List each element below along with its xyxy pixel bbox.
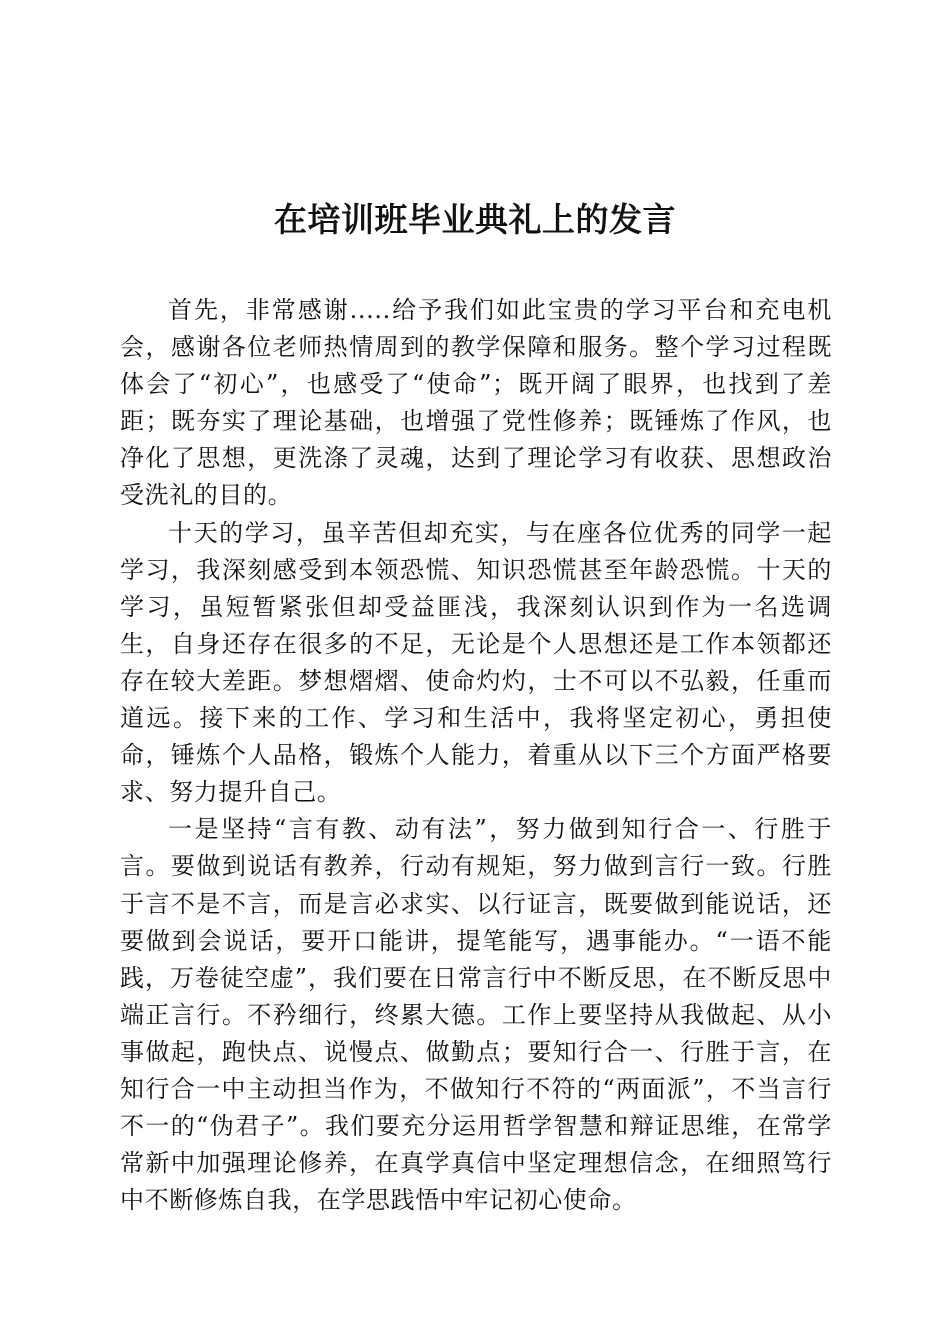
document-title: 在培训班毕业典礼上的发言 bbox=[274, 200, 676, 239]
paragraph-3: 一是坚持“言有教、动有法”，努力做到知行合一、行胜于言。要做到说话有教养，行动有规矩，努力做到言行一致。行胜于言不是不言，而是言必求实、以行证言，既要做到能说话，还要做到会说话，要开口能讲，提笔能写，遇事能办。“一语不能践，万卷徒空虚”，我们要在日常言行中不断反思，在不断反思中端正言行。不矜细行，终累大德。工作上要坚持从我做起、从小事做起，跑快点、说慢点、做勤点；要知行合一、行胜于言，在知行合一中主动担当作为，不做知行不符的“两面派”，不当言行不一的“伪君子”。我们要充分运用哲学智慧和辩证思维，在常学常新中加强理论修养，在真学真信中坚定理想信念，在细照笃行中不断修炼自我，在学思践悟中牢记初心使命。 bbox=[120, 815, 832, 1215]
paragraph-1: 首先，非常感谢.....给予我们如此宝贵的学习平台和充电机会，感谢各位老师热情周到的教学保障和服务。整个学习过程既体会了“初心”，也感受了“使命”；既开阔了眼界，也找到了差距；既夯实了理论基础，也增强了党性修养；既锤炼了作风，也净化了思想，更洗涤了灵魂，达到了理论学习有收获、思想政治受洗礼的目的。 bbox=[120, 296, 832, 510]
document-body bbox=[120, 292, 832, 1219]
paragraph-2: 十天的学习，虽辛苦但却充实，与在座各位优秀的同学一起学习，我深刻感受到本领恐慌、知识恐慌甚至年龄恐慌。十天的学习，虽短暂紧张但却受益匪浅，我深刻认识到作为一名选调生，自身还存在很多的不足，无论是个人思想还是工作本领都还存在较大差距。梦想熠熠、使命灼灼，士不可以不弘毅，任重而道远。接下来的工作、学习和生活中，我将坚定初心，勇担使命，锤炼个人品格，锻炼个人能力，着重从以下三个方面严格要求、努力提升自己。 bbox=[120, 518, 832, 807]
